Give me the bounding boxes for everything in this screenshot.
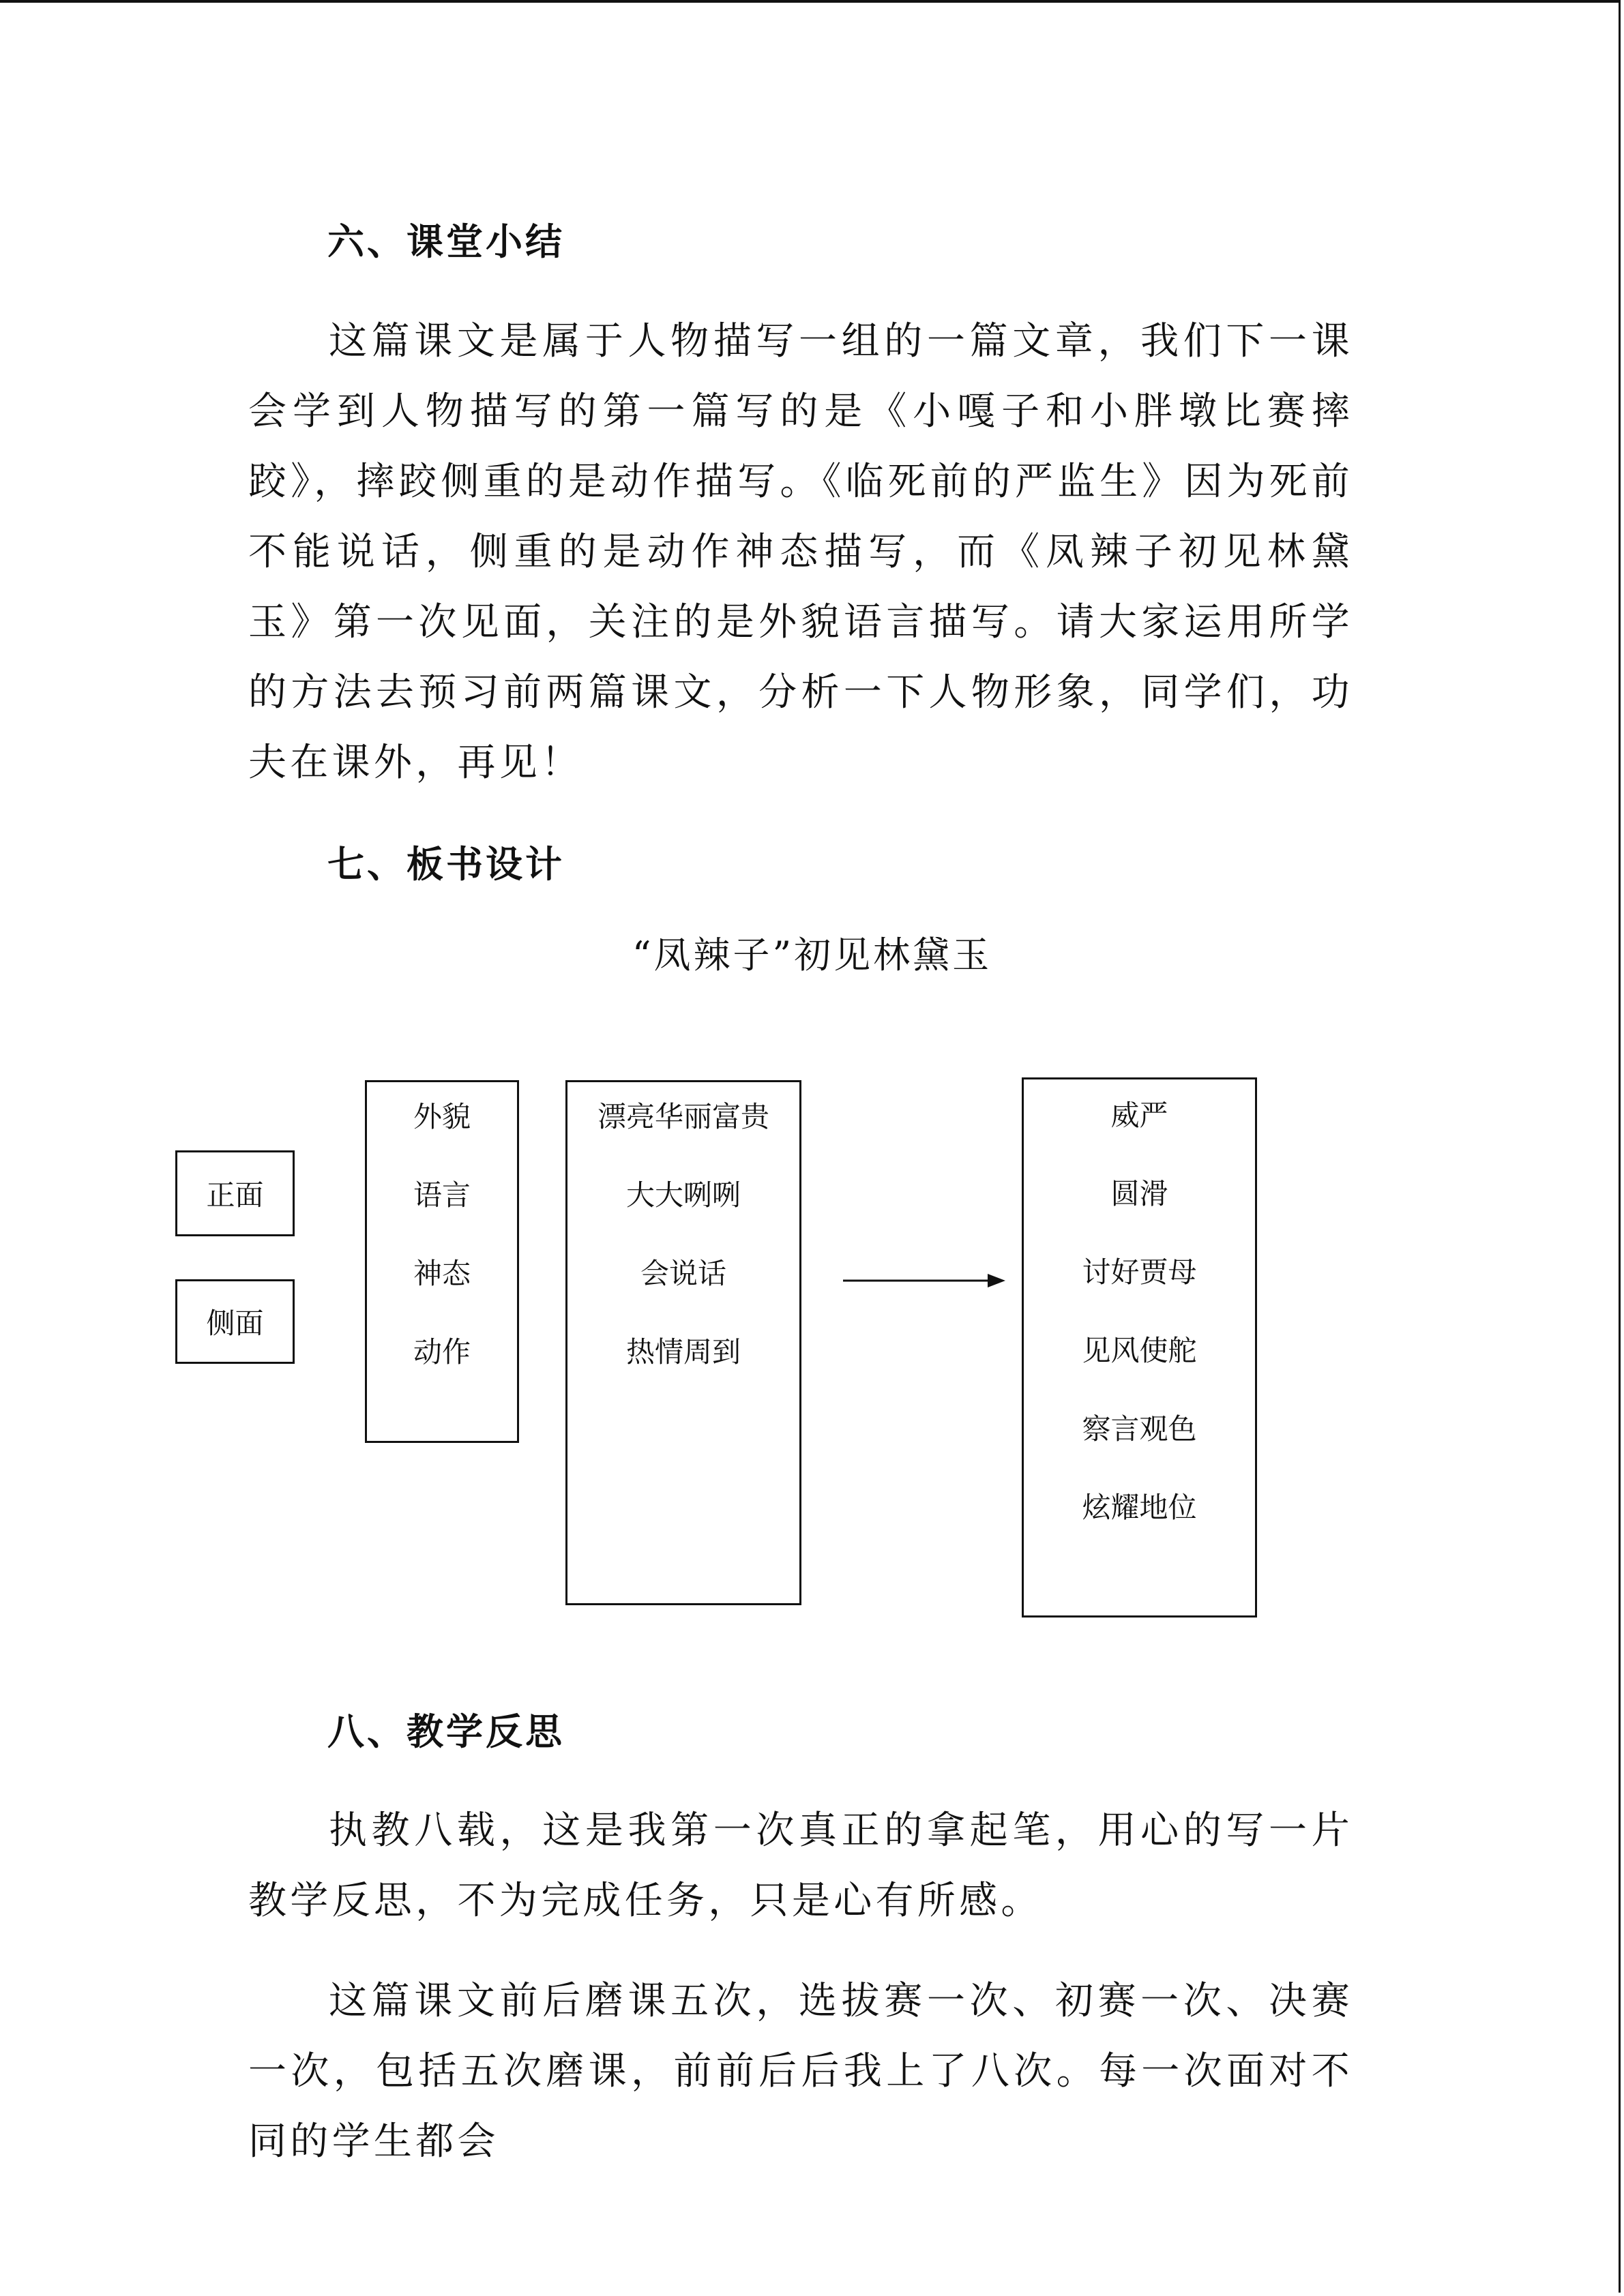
description-item: 热情周到 (625, 1335, 741, 1369)
trait-item: 炫耀地位 (1082, 1491, 1197, 1524)
section-heading-board: 七、板书设计 (327, 842, 565, 886)
trait-item: 威严 (1110, 1099, 1168, 1132)
description-item: 漂亮华丽富贵 (597, 1100, 769, 1133)
description-item: 会说话 (640, 1257, 726, 1290)
aspect-item: 神态 (413, 1257, 471, 1290)
trait-item: 讨好贾母 (1082, 1255, 1197, 1289)
reflection-paragraph: 这篇课文前后磨课五次，选拔赛一次、初赛一次、决赛一次，包括五次磨课，前前后后我上了八次。每一次面对不同的学生都会 (248, 1979, 1353, 2164)
front-side-label: 正面 (206, 1178, 264, 1212)
trait-item: 圆滑 (1110, 1177, 1168, 1210)
summary-paragraph: 这篇课文是属于人物描写一组的一篇文章，我们下一课会学到人物描写的第一篇写的是《小嘎子和小胖墩比赛摔跤》，摔跤侧重的是动作描写。《临死前的严监生》因为死前不能说话，侧重的是动作神态描写，而《凤辣子初见林黛玉》第一次见面，关注的是外貌语言描写。请大家运用所学的方法去预习前两篇课文，分析一下人物形象，同学们，功夫在课外，再见！ (248, 319, 1353, 785)
reflection-paragraph: 执教八载，这是我第一次真正的拿起笔，用心的写一片教学反思，不为完成任务，只是心有所感。 (248, 1808, 1353, 1923)
aspect-item: 外貌 (413, 1100, 471, 1133)
aspect-item: 语言 (413, 1178, 471, 1212)
profile-side-box (175, 1279, 295, 1364)
arrow-right-icon (843, 1271, 1005, 1290)
board-title: “凤辣子”初见林黛玉 (632, 934, 992, 976)
section-heading-reflection: 八、教学反思 (327, 1710, 565, 1753)
aspect-item: 动作 (413, 1335, 471, 1369)
front-side-box (175, 1150, 295, 1236)
trait-item: 察言观色 (1082, 1412, 1197, 1446)
descriptions-box (565, 1080, 801, 1605)
section-heading-summary: 六、课堂小结 (327, 220, 565, 263)
trait-item: 见风使舵 (1082, 1334, 1197, 1367)
traits-box (1022, 1077, 1257, 1617)
description-item: 大大咧咧 (625, 1178, 741, 1212)
aspects-box (365, 1080, 519, 1443)
profile-side-label: 侧面 (206, 1307, 264, 1340)
